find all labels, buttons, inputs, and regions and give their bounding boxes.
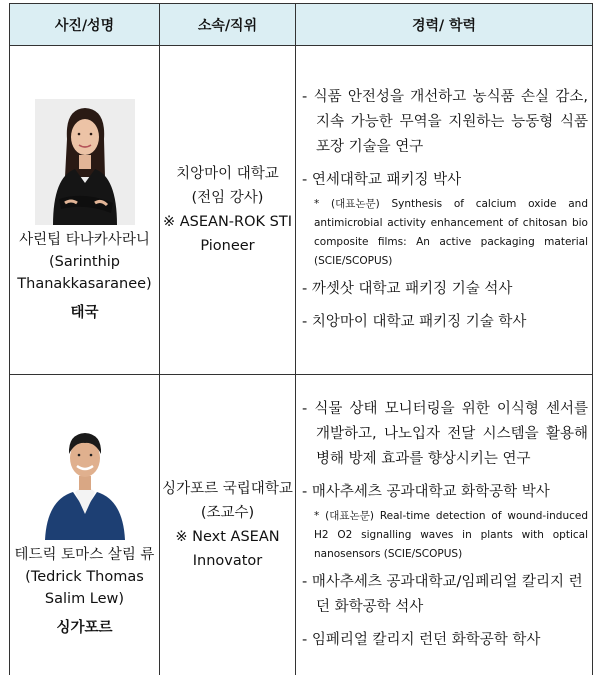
career-cell (296, 375, 593, 676)
person-country: 싱가포르 (56, 619, 113, 636)
profile-table (9, 3, 593, 675)
affiliation-cell (160, 46, 296, 375)
representative-paper: * (대표논문) Real-time detection of wound-induced H2 O2 signalling waves in plants with optical nanosensors (SCIE/SCOPUS) (314, 510, 588, 560)
affiliation-cell (160, 375, 296, 676)
affiliation-position: (전임 강사) (191, 190, 264, 206)
affiliation-position: (조교수) (200, 505, 255, 521)
program-name: Innovator (192, 553, 263, 569)
education-bachelors: - 임페리얼 칼리지 런던 화학공학 학사 (302, 632, 541, 648)
education-masters: - 매사추세츠 공과대학교/임페리얼 칼리지 런던 화학공학 석사 (302, 574, 583, 615)
education-masters: - 까셋삿 대학교 패키징 기술 석사 (302, 281, 513, 297)
representative-paper: * (대표논문) Synthesis of calcium oxide and antimicrobial activity enhancement of chitosan bio composite films: An active packaging material (SCIE/SCOPUS) (314, 198, 588, 267)
header-career: 경력/ 학력 (296, 4, 593, 46)
table-row (10, 46, 593, 375)
program-name: ※ Next ASEAN (175, 529, 280, 545)
header-row (10, 4, 593, 46)
career-cell (296, 46, 593, 375)
person-name-en: (Tedrick Thomas (25, 568, 144, 585)
education-phd: - 매사추세츠 공과대학교 화학공학 박사 (302, 484, 550, 500)
affiliation-institution: 치앙마이 대학교 (176, 166, 279, 182)
program-name: Pioneer (200, 238, 255, 254)
person-name-ko: 테드릭 토마스 살림 류 (14, 546, 155, 563)
table-row (10, 375, 593, 676)
research-description: - 식물 상태 모니터링을 위한 이식형 센서를 개발하고, 나노입자 전달 시스템을 활용해 병해 방제 효과를 향상시키는 연구 (302, 401, 588, 467)
person-name-en: (Sarinthip (48, 253, 121, 270)
affiliation-institution: 싱가포르 국립대학교 (162, 481, 293, 497)
program-name: ※ ASEAN-ROK STI (163, 214, 292, 230)
person-name-ko: 사린팁 타나카사라니 (19, 231, 150, 248)
person-name-en: Salim Lew) (44, 590, 125, 607)
photo-name-cell (10, 46, 160, 375)
photo-name-cell (10, 375, 160, 676)
header-photo-name: 사진/성명 (10, 4, 160, 46)
person-photo (35, 414, 135, 540)
person-name-en: Thanakkasaranee) (17, 275, 152, 292)
header-affiliation: 소속/직위 (160, 4, 296, 46)
education-phd: - 연세대학교 패키징 박사 (302, 172, 462, 188)
person-country: 태국 (70, 304, 99, 321)
education-bachelors: - 치앙마이 대학교 패키징 기술 학사 (302, 314, 527, 330)
research-description: - 식품 안전성을 개선하고 농식품 손실 감소, 지속 가능한 무역을 지원하는 능동형 식품 포장 기술을 연구 (302, 89, 588, 155)
person-photo (35, 99, 135, 225)
